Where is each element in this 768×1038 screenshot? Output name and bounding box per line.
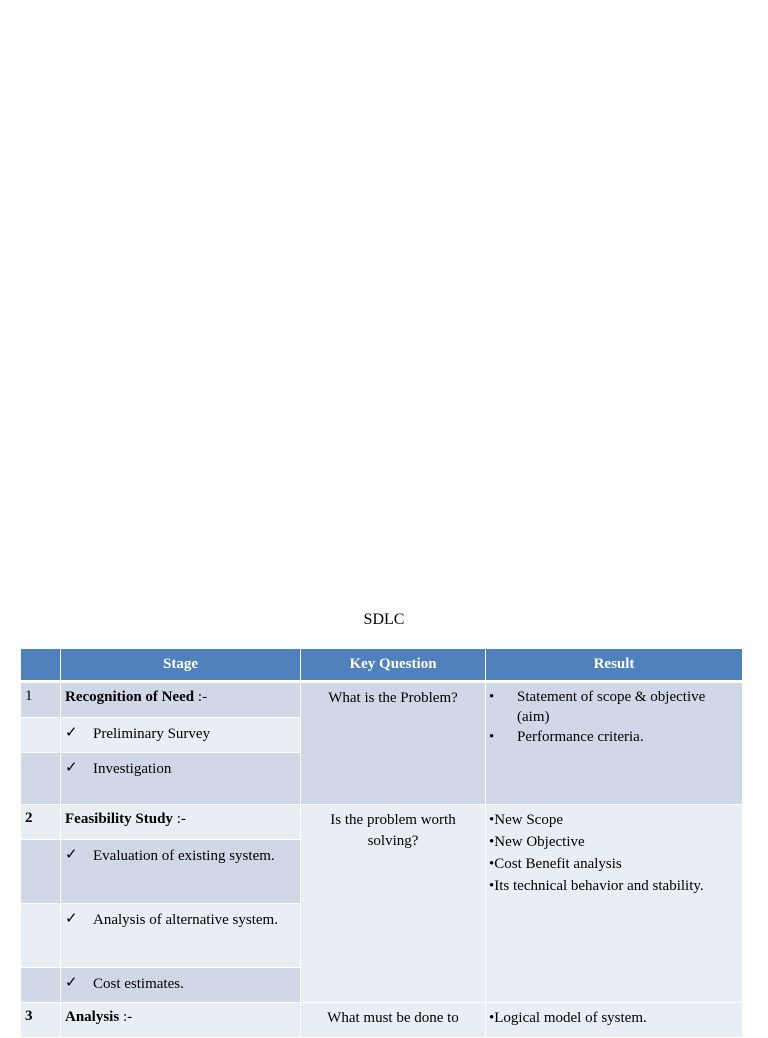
bullet-icon: •: [489, 812, 495, 828]
bullet-icon: •: [489, 834, 495, 850]
stage-name: Analysis: [65, 1009, 120, 1025]
result-list: [489, 809, 738, 897]
bullet-icon: •: [489, 856, 495, 872]
result-text: Its technical behavior and stability.: [494, 878, 704, 894]
key-question: What is the Problem?: [301, 682, 486, 805]
row-number: 3: [21, 1003, 61, 1038]
result-text: Performance criteria.: [517, 729, 644, 745]
checkmark-icon: ✓: [65, 975, 78, 991]
stage-title: [61, 1003, 301, 1038]
substep-text: Evaluation of existing system.: [93, 848, 275, 864]
list-item: [489, 687, 738, 727]
list-item: [489, 1007, 738, 1029]
table-header-row: [21, 649, 743, 682]
key-question: Is the problem worth solving?: [301, 805, 486, 1003]
result-text: New Objective: [494, 834, 585, 850]
list-item: [489, 809, 738, 831]
stage-separator: :-: [119, 1009, 133, 1025]
result-text: New Scope: [494, 812, 563, 828]
list-item: [489, 875, 738, 897]
row-number: 2: [21, 805, 61, 840]
key-question: What must be done to: [301, 1003, 486, 1038]
list-item: [489, 831, 738, 853]
result-text: Statement of scope & objective (aim): [517, 689, 706, 725]
checkmark-icon: ✓: [65, 911, 78, 927]
substep: [61, 840, 301, 904]
result-text: Logical model of system.: [494, 1010, 647, 1026]
bullet-icon: •: [489, 729, 495, 745]
checkmark-icon: ✓: [65, 760, 78, 776]
sdlc-table: [20, 649, 743, 1038]
stage-title: [61, 805, 301, 840]
substep: [61, 718, 301, 753]
substep-text: Investigation: [93, 761, 172, 777]
stage-separator: :-: [172, 811, 186, 827]
substep-text: Cost estimates.: [93, 976, 184, 992]
table-row: [21, 805, 743, 840]
result-cell: [486, 682, 743, 805]
header-result: Result: [486, 649, 743, 682]
bullet-icon: •: [489, 1010, 495, 1026]
list-item: [489, 853, 738, 875]
header-key-question: Key Question: [301, 649, 486, 682]
result-text: Cost Benefit analysis: [494, 856, 622, 872]
bullet-icon: •: [489, 689, 495, 705]
page-title: SDLC: [363, 611, 405, 628]
substep-text: Analysis of alternative system.: [93, 912, 278, 928]
stage-separator: :-: [194, 689, 208, 705]
table-row: [21, 682, 743, 718]
checkmark-icon: ✓: [65, 725, 78, 741]
substep-text: Preliminary Survey: [93, 726, 211, 742]
result-list: [489, 687, 738, 747]
header-num: [21, 649, 61, 682]
stage-name: Recognition of Need: [65, 689, 195, 705]
bullet-icon: •: [489, 878, 495, 894]
result-cell: [486, 805, 743, 1003]
substep: [61, 753, 301, 805]
substep: [61, 968, 301, 1003]
substep: [61, 904, 301, 968]
table-row: [21, 1003, 743, 1038]
stage-name: Feasibility Study: [65, 811, 173, 827]
result-list: [489, 1007, 738, 1029]
stage-title: [61, 682, 301, 718]
checkmark-icon: ✓: [65, 847, 78, 863]
row-number: 1: [21, 682, 61, 718]
header-stage: Stage: [61, 649, 301, 682]
result-cell: [486, 1003, 743, 1038]
list-item: [489, 727, 738, 747]
